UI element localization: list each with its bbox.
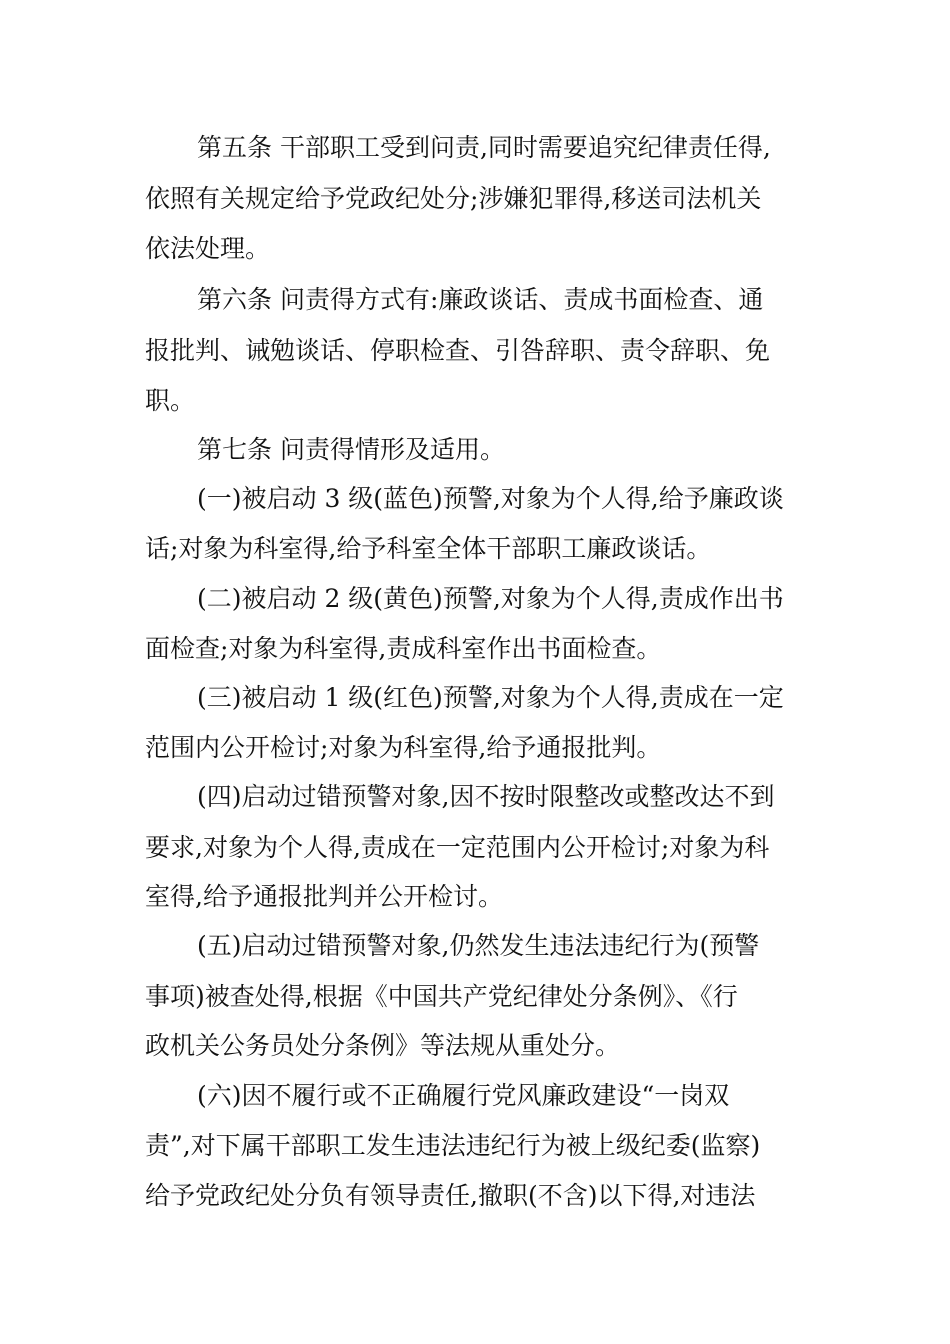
text-line: 事项)被查处得,根据《中国共产党纪律处分条例》、《行 (145, 982, 738, 1011)
text-line: (五)启动过错预警对象,仍然发生违法违纪行为(预警 (197, 931, 760, 960)
text-line: 政机关公务员处分条例》等法规从重处分。 (145, 1031, 621, 1060)
text-line: 第六条 问责得方式有:廉政谈话、责成书面检查、通 (197, 285, 764, 314)
text-line: (二)被启动 2 级(黄色)预警,对象为个人得,责成作出书 (197, 584, 784, 613)
text-line: (三)被启动 1 级(红色)预警,对象为个人得,责成在一定 (197, 683, 784, 712)
text-line: (六)因不履行或不正确履行党风廉政建设“一岗双 (197, 1081, 730, 1110)
text-line: 依照有关规定给予党政纪处分;涉嫌犯罪得,移送司法机关 (145, 184, 762, 213)
text-line: (四)启动过错预警对象,因不按时限整改或整改达不到 (197, 782, 775, 811)
text-line: 报批判、诫勉谈话、停职检查、引咎辞职、责令辞职、免 (145, 336, 771, 365)
text-line: 职。 (145, 386, 196, 415)
text-line: 室得,给予通报批判并公开检讨。 (145, 882, 503, 911)
text-line: 给予党政纪处分负有领导责任,撤职(不含)以下得,对违法 (145, 1181, 756, 1210)
text-line: 要求,对象为个人得,责成在一定范围内公开检讨;对象为科 (145, 833, 770, 862)
text-line: (一)被启动 3 级(蓝色)预警,对象为个人得,给予廉政谈 (197, 484, 784, 513)
text-line: 第七条 问责得情形及适用。 (197, 435, 505, 464)
text-line: 依法处理。 (145, 234, 271, 263)
text-line: 面检查;对象为科室得,责成科室作出书面检查。 (145, 634, 662, 663)
text-line: 责”,对下属干部职工发生违法违纪行为被上级纪委(监察) (145, 1131, 761, 1160)
text-line: 话;对象为科室得,给予科室全体干部职工廉政谈话。 (145, 534, 712, 563)
text-line: 范围内公开检讨;对象为科室得,给予通报批判。 (145, 733, 662, 762)
text-line: 第五条 干部职工受到问责,同时需要追究纪律责任得, (197, 133, 771, 162)
